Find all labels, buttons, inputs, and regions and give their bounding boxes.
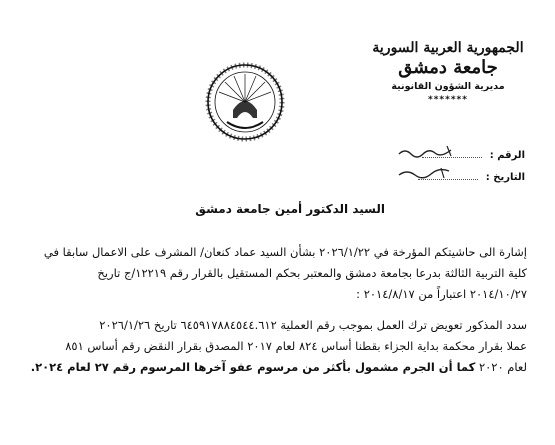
reference-number-label: الرقم : [489,150,525,161]
handwritten-date-mark [395,166,455,182]
paragraph-1-line-1: إشارة الى حاشيتكم المؤرخة في ٢٠٢٦/١/٢٢ بشأن السيد عماد كنعان/ المشرف على الاعمال سابقا في [43,245,527,259]
handwritten-number-mark [395,144,455,160]
paragraph-2-line-3-bold: كما أن الجرم مشمول بأكثر من مرسوم عفو آخرها المرسوم رقم ٢٧ لعام ٢٠٢٤. [30,360,476,374]
university-name: جامعة دمشق [398,57,498,78]
stars-divider: ******* [428,95,468,105]
reference-number-line [422,150,525,161]
paragraph-2-line-2: عملا بقرار محكمة بداية الجزاء بقطنا أساس ٨٢٤ لعام ٢٠١٧ المصدق بقرار النقض رقم أساس ٨٥١ [65,339,527,353]
reference-date-label: التاريخ : [485,172,525,183]
paragraph-1-line-2: كلية التربية الثالثة بدرعا بجامعة دمشق والمعتبر بحكم المستقيل بالقرار رقم ١٢٢١٩/ج تاريخ [97,266,527,280]
paragraph-1 [28,242,527,305]
paragraph-1-line-3: ٢٠١٤/١٠/٢٧ اعتباراً من ٢٠١٤/٨/١٧ : [356,287,527,301]
paragraph-2 [28,315,527,378]
paragraph-2-line-3 [28,357,527,378]
letterhead [363,40,533,105]
department-name: مديرية الشؤون القانونية [391,81,505,92]
reference-date-line [418,172,525,183]
paragraph-2-line-3-start: لعام ٢٠٢٠ [478,360,527,374]
university-logo-icon [205,62,285,142]
letter-body [28,242,527,388]
country-name: الجمهورية العربية السورية [372,40,524,56]
paragraph-2-line-1: سدد المذكور تعويض ترك العمل بموجب رقم العملية ٦٤٥٩١٧٨٨٤٥٤٤.٦١٢ تاريخ ٢٠٢٦/١/٢٦ [99,318,527,332]
addressee: السيد الدكتور أمين جامعة دمشق [195,202,385,216]
